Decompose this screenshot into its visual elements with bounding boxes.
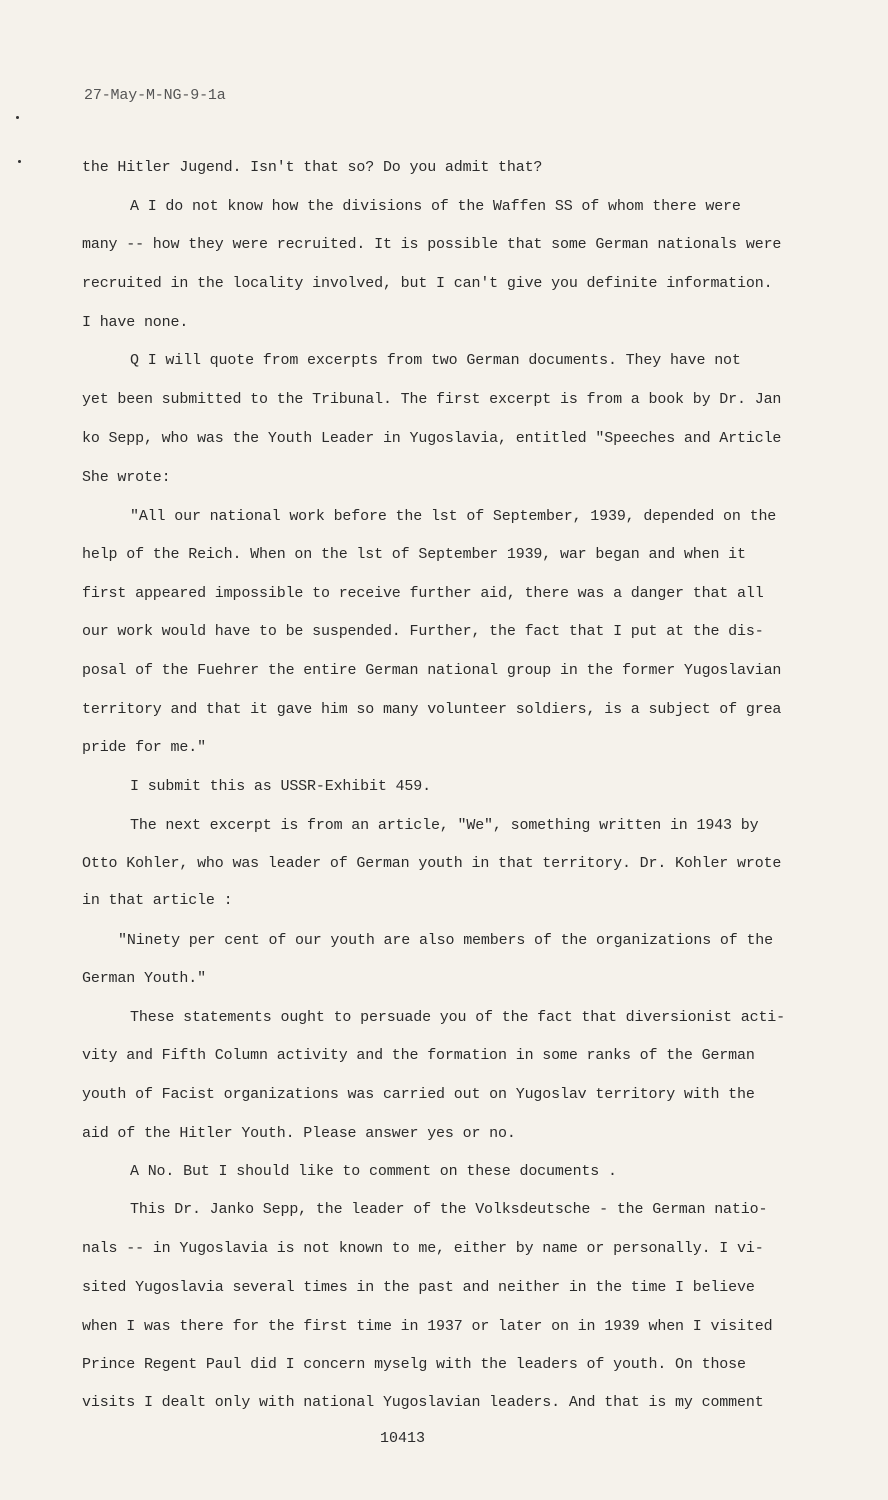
text-line: nals -- in Yugoslavia is not known to me, either by name or personally. I vi- — [82, 1240, 764, 1257]
text-line: A No. But I should like to comment on these documents . — [130, 1163, 617, 1180]
text-line: territory and that it gave him so many volunteer soldiers, is a subject of grea — [82, 701, 782, 718]
text-line: ko Sepp, who was the Youth Leader in Yugoslavia, entitled "Speeches and Article — [82, 430, 782, 447]
text-line: A I do not know how the divisions of the Waffen SS of whom there were — [130, 198, 741, 215]
text-line: first appeared impossible to receive further aid, there was a danger that all — [82, 585, 764, 602]
text-line: vity and Fifth Column activity and the formation in some ranks of the German — [82, 1047, 755, 1064]
text-line: Otto Kohler, who was leader of German youth in that territory. Dr. Kohler wrote — [82, 855, 782, 872]
text-line: many -- how they were recruited. It is possible that some German nationals were — [82, 236, 782, 253]
text-line: in that article : — [82, 892, 233, 909]
text-line: pride for me." — [82, 739, 206, 756]
text-line: sited Yugoslavia several times in the past and neither in the time I believe — [82, 1279, 755, 1296]
text-line: This Dr. Janko Sepp, the leader of the Volksdeutsche - the German natio- — [130, 1201, 768, 1218]
text-line: Prince Regent Paul did I concern myselg with the leaders of youth. On those — [82, 1356, 746, 1373]
text-line: yet been submitted to the Tribunal. The first excerpt is from a book by Dr. Jan — [82, 391, 782, 408]
text-line: visits I dealt only with national Yugoslavian leaders. And that is my comment — [82, 1394, 764, 1411]
text-line: The next excerpt is from an article, "We", something written in 1943 by — [130, 817, 759, 834]
text-line: She wrote: — [82, 469, 171, 486]
text-line: when I was there for the first time in 1937 or later on in 1939 when I visited — [82, 1318, 773, 1335]
text-line: I have none. — [82, 314, 189, 331]
text-line: I submit this as USSR-Exhibit 459. — [130, 778, 431, 795]
text-line: help of the Reich. When on the lst of September 1939, war began and when it — [82, 546, 746, 563]
text-line: "All our national work before the lst of September, 1939, depended on the — [130, 508, 777, 525]
text-line: posal of the Fuehrer the entire German national group in the former Yugoslavian — [82, 662, 782, 679]
margin-mark — [16, 116, 19, 119]
text-line: aid of the Hitler Youth. Please answer yes or no. — [82, 1125, 516, 1142]
text-line: These statements ought to persuade you of the fact that diversionist acti- — [130, 1009, 786, 1026]
document-header: 27-May-M-NG-9-1a — [84, 87, 226, 104]
text-line: the Hitler Jugend. Isn't that so? Do you admit that? — [82, 159, 543, 176]
text-line: German Youth." — [82, 970, 206, 987]
text-line: Q I will quote from excerpts from two German documents. They have not — [130, 352, 741, 369]
page-number: 10413 — [380, 1430, 426, 1447]
margin-mark — [18, 160, 21, 163]
text-line: "Ninety per cent of our youth are also members of the organizations of the — [118, 932, 774, 949]
text-line: our work would have to be suspended. Further, the fact that I put at the dis- — [82, 623, 764, 640]
text-line: youth of Facist organizations was carried out on Yugoslav territory with the — [82, 1086, 755, 1103]
text-line: recruited in the locality involved, but I can't give you definite information. — [82, 275, 773, 292]
